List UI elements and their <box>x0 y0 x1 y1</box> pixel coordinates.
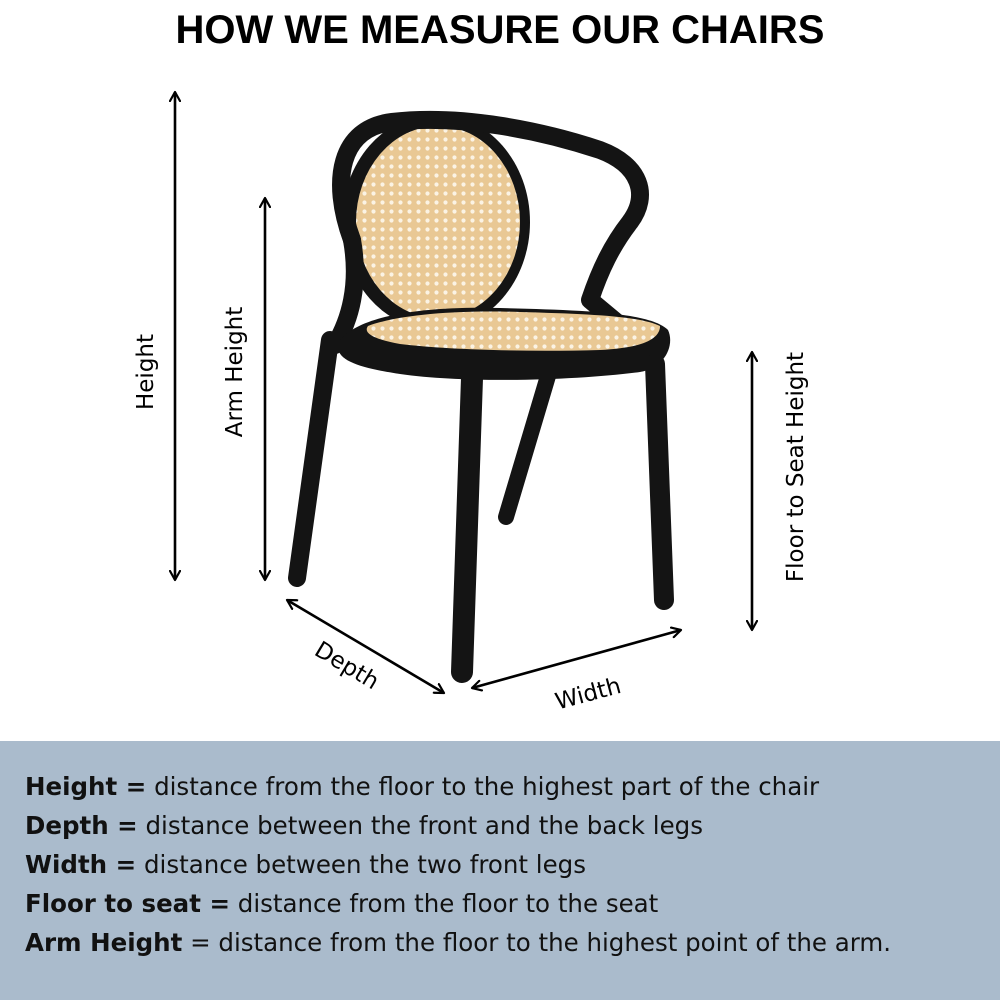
back-right-leg <box>506 376 548 517</box>
definitions-list <box>25 767 891 962</box>
definitions-panel <box>0 741 1000 1000</box>
definition-text: = distance from the floor to the highest point of the arm. <box>182 928 892 957</box>
definition-term: Depth = <box>25 811 138 840</box>
width-label: Width <box>552 673 624 716</box>
chair-illustration <box>297 114 670 672</box>
page-title: HOW WE MEASURE OUR CHAIRS <box>175 8 825 52</box>
seat-cane <box>367 312 660 351</box>
width-arrow <box>472 630 681 688</box>
definition-height <box>25 767 891 806</box>
definition-arm-height <box>25 923 891 962</box>
back-left-leg <box>297 340 330 578</box>
definition-text: distance from the floor to the highest part of the chair <box>146 772 820 801</box>
height-label: Height <box>133 333 159 411</box>
definition-depth <box>25 806 891 845</box>
definition-term: Arm Height <box>25 928 183 957</box>
definition-term: Floor to seat = <box>25 889 230 918</box>
definition-term: Width = <box>25 850 137 879</box>
front-left-leg <box>462 378 472 672</box>
definition-width <box>25 845 891 884</box>
depth-label: Depth <box>309 636 384 696</box>
front-right-leg <box>655 364 664 600</box>
definition-text: distance between the two front legs <box>136 850 586 879</box>
left-arm <box>335 240 355 345</box>
backrest-cane <box>356 126 520 318</box>
floor-to-seat-label: Floor to Seat Height <box>783 351 809 583</box>
definition-term: Height = <box>25 772 147 801</box>
definition-text: distance between the front and the back legs <box>137 811 703 840</box>
definition-text: distance from the floor to the seat <box>229 889 659 918</box>
definition-floor-to-seat <box>25 884 891 923</box>
arm-height-label: Arm Height <box>222 306 248 438</box>
